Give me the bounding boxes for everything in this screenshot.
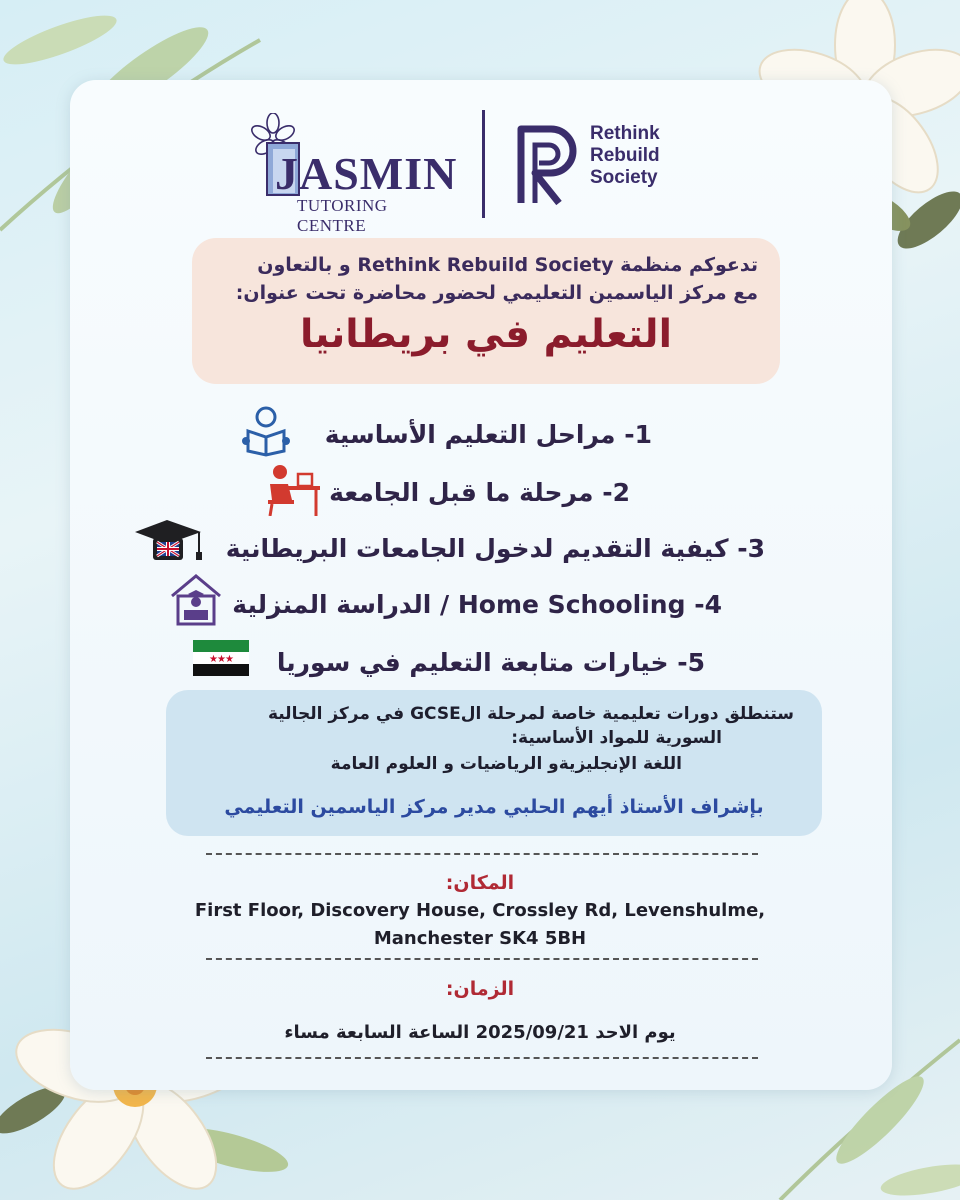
info-line-3: اللغة الإنجليزيةو الرياضيات و العلوم العامة — [330, 754, 682, 774]
jasmin-name: JASMIN — [275, 148, 458, 199]
divider-dashed-3 — [206, 1057, 758, 1059]
svg-text:★: ★ — [217, 654, 226, 665]
logo-divider — [482, 110, 485, 218]
rr-line-2: Rebuild — [590, 145, 660, 166]
invitation-box — [192, 238, 780, 384]
topic-item-1: 1- مراحل التعليم الأساسية — [324, 420, 652, 449]
event-datetime: يوم الاحد 2025/09/21 الساعة السابعة مساء — [284, 1022, 676, 1043]
topic-item-5: 5- خيارات متابعة التعليم في سوريا — [276, 648, 705, 677]
syria-flag-icon — [193, 640, 249, 676]
svg-text:★: ★ — [209, 654, 218, 665]
home-schooling-icon — [168, 572, 224, 628]
rethink-rebuild-logo — [515, 123, 685, 213]
divider-dashed-1 — [206, 853, 758, 855]
topic-item-3: 3- كيفية التقديم لدخول الجامعات البريطانية — [225, 534, 765, 563]
logos-header — [245, 105, 685, 235]
divider-dashed-2 — [206, 958, 758, 960]
address-line-1: First Floor, Discovery House, Crossley Rd, Levenshulme, — [194, 900, 766, 921]
location-label: المكان: — [445, 872, 515, 894]
invitation-line-2: مع مركز الياسمين التعليمي لحضور محاضرة تحت عنوان: — [235, 282, 758, 304]
topic-item-2: 2- مرحلة ما قبل الجامعة — [329, 478, 630, 507]
graduation-cap-uk-flag-icon — [133, 518, 205, 566]
rr-line-1: Rethink — [590, 123, 660, 144]
jasmin-subtitle: TUTORING CENTRE — [297, 196, 388, 235]
student-reading-icon — [240, 405, 292, 457]
supervisor-line: بإشراف الأستاذ أيهم الحلبي مدير مركز الياسمين التعليمي — [224, 796, 764, 818]
topic-item-4: 4- Home Schooling / الدراسة المنزلية — [232, 590, 722, 619]
info-line-2: السورية للمواد الأساسية: — [511, 728, 722, 748]
lecture-title: التعليم في بريطانيا — [300, 312, 672, 357]
gcse-info-box — [166, 690, 822, 836]
invitation-line-1: تدعوكم منظمة Rethink Rebuild Society و بالتعاون — [257, 254, 758, 276]
jasmin-logo — [245, 113, 460, 235]
info-line-1: ستنطلق دورات تعليمية خاصة لمرحلة الGCSE في مركز الجالية — [267, 704, 794, 724]
rr-monogram-icon — [515, 123, 581, 209]
rr-line-3: Society — [590, 167, 658, 188]
student-desk-icon — [258, 462, 322, 516]
address-line-2: Manchester SK4 5BH — [373, 928, 587, 949]
time-label: الزمان: — [445, 978, 515, 1000]
svg-text:★: ★ — [225, 654, 234, 665]
